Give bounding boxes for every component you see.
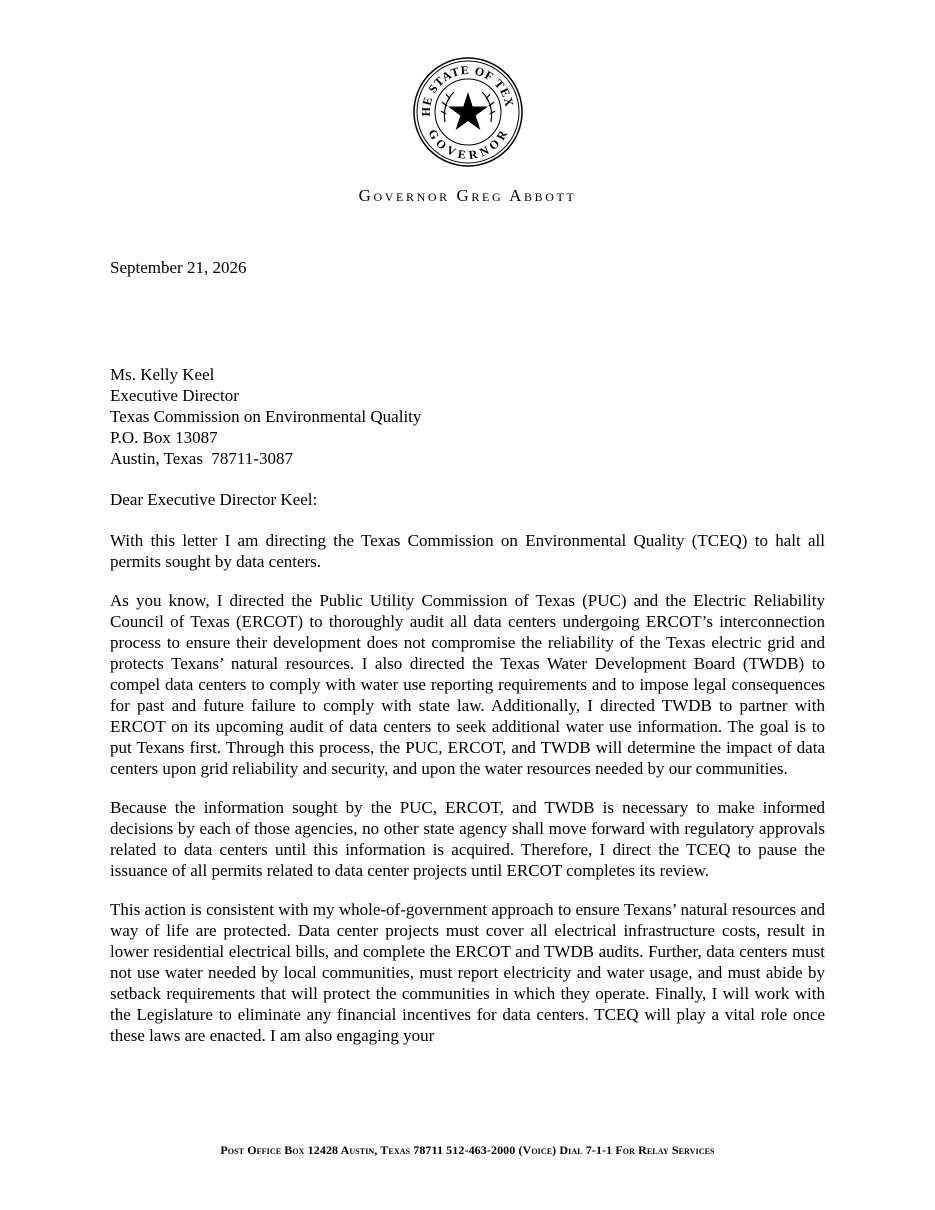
recipient-organization: Texas Commission on Environmental Quality bbox=[110, 407, 422, 426]
recipient-city-line: Austin, Texas 78711-3087 bbox=[110, 449, 293, 468]
body-paragraph: Because the information sought by the PUC, ERCOT, and TWDB is necessary to make informed decisions by each of those agencies, no other state agency shall move forward with regulatory approvals related to data centers until this information is acquired. Therefore, I direct the TCEQ to pause the issuance of all permits related to data center projects until ERCOT completes its review. bbox=[110, 798, 825, 880]
letterhead-footer: Post Office Box 12428 Austin, Texas 78711 512-463-2000 (Voice) Dial 7-1-1 For Relay Services bbox=[220, 1143, 715, 1157]
svg-text:GOVERNOR: GOVERNOR bbox=[425, 126, 511, 163]
letter-body bbox=[110, 530, 825, 1064]
state-of-texas-governor-seal bbox=[412, 56, 524, 168]
body-paragraph: This action is consistent with my whole-of-government approach to ensure Texans’ natural resources and way of life are protected. Data center projects must cover all electrical infrastructure costs, result in lower residential electrical bills, and complete the ERCOT and TWDB audits. Further, data centers must not use water needed by local communities, must report electricity and water usage, and must abide by setback requirements that will protect the communities in which they operate. Finally, I will work with the Legislature to eliminate any financial incentives for data centers. TCEQ will play a vital role once these laws are enacted. I am also engaging your bbox=[110, 900, 825, 1045]
body-paragraph: With this letter I am directing the Texas Commission on Environmental Quality (TCEQ) to halt all permits sought by data centers. bbox=[110, 531, 825, 571]
recipient-name: Ms. Kelly Keel bbox=[110, 365, 215, 384]
letter-date: September 21, 2026 bbox=[110, 258, 247, 277]
salutation: Dear Executive Director Keel: bbox=[110, 490, 318, 509]
recipient-po-box: P.O. Box 13087 bbox=[110, 428, 218, 447]
recipient-address bbox=[110, 364, 421, 469]
body-paragraph: As you know, I directed the Public Utility Commission of Texas (PUC) and the Electric Reliability Council of Texas (ERCOT) to thoroughly audit all data centers undergoing ERCOT’s interconnection process to ensure their development does not compromise the reliability of the Texas electric grid and protects Texans’ natural resources. I also directed the Texas Water Development Board (TWDB) to compel data centers to comply with water use reporting requirements and to impose legal consequences for past and future failure to comply with state law. Additionally, I directed TWDB to partner with ERCOT on its upcoming audit of data centers to seek additional water use information. The goal is to put Texans first. Through this process, the PUC, ERCOT, and TWDB will determine the impact of data centers upon grid reliability and security, and upon the water resources needed by our communities. bbox=[110, 591, 825, 778]
svg-text:THE STATE OF TEXAS: HE STATE OF TEX bbox=[418, 62, 517, 117]
letterhead-title: Governor Greg Abbott bbox=[358, 186, 577, 205]
recipient-title: Executive Director bbox=[110, 386, 239, 405]
